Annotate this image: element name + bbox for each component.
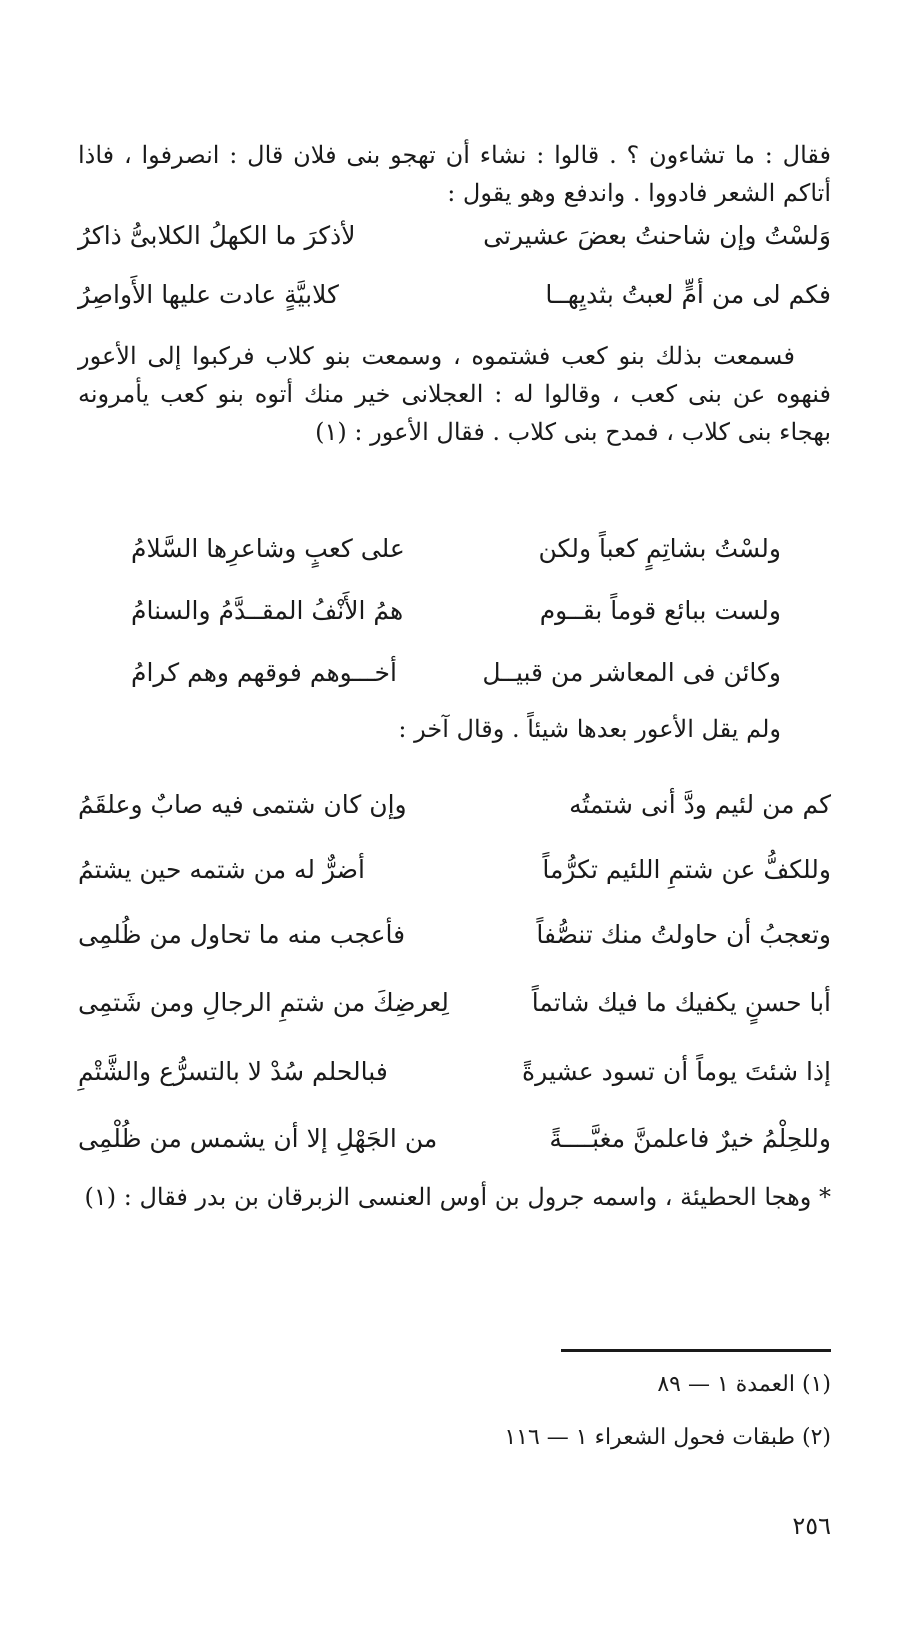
verse-second-hemistich: لِعرضِكَ من شتمِ الرجالِ ومن شَتمِى	[78, 987, 449, 1017]
verse-first-hemistich: وتعجبُ أن حاولتُ منك تنصُّفاً	[536, 919, 831, 949]
verse-second-hemistich: على كعبٍ وشاعرِها السَّلامُ	[131, 533, 405, 563]
verse-second-hemistich: همُ الأَنْفُ المقــدَّمُ والسنامُ	[131, 595, 404, 625]
verse-second-hemistich: فبالحلم سُدْ لا بالتسرُّع والشَّتْمِ	[78, 1056, 388, 1086]
verse-first-hemistich: وللكفُّ عن شتمِ اللئيم تكرُّماً	[542, 854, 831, 884]
verse-line	[78, 982, 831, 1022]
verse-second-hemistich: كلابيَّةٍ عادت عليها الأَواصِرُ	[78, 279, 339, 309]
prose-text: فسمعت بذلك بنو كعب فشتموه ، وسمعت بنو كلاب فركبوا إلى الأعور فنهوه عن بنى كعب ، وقالوا له : العجلانى خير منك أتوه بنو كعب يأمرونه بهجاء بنى كلاب ، فمدح بنى كلاب . فقال الأعور : (١)	[78, 342, 831, 446]
page-number: ٢٥٦	[792, 1512, 831, 1540]
verse-line	[78, 215, 831, 255]
verse-second-hemistich: من الجَهْلِ إلا أن يشمس من ظُلْمِى	[78, 1123, 438, 1153]
verse-line	[78, 784, 831, 824]
verse-line	[78, 274, 831, 314]
verse-first-hemistich: ولست ببائع قوماً بقــوم	[539, 595, 781, 625]
verse-first-hemistich: وللحِلْمُ خيرٌ فاعلمنَّ مغبَّــــةً	[549, 1123, 831, 1153]
prose-paragraph	[78, 1178, 831, 1216]
footnote: (٢) طبقات فحول الشعراء ١ — ١١٦	[504, 1425, 831, 1450]
verse-first-hemistich: وكائن فى المعاشر من قبيــل	[482, 657, 781, 687]
prose-text: فقال : ما تشاءون ؟ . قالوا : نشاء أن تهجو بنى فلان قال : انصرفوا ، فاذا أتاكم الشعر فادووا . واندفع وهو يقول :	[78, 141, 831, 207]
prose-text: ولم يقل الأعور بعدها شيئاً . وقال آخر :	[398, 715, 781, 743]
verse-second-hemistich: أخـــوهم فوقهم وهم كرامُ	[131, 657, 397, 687]
verse-line	[78, 849, 831, 889]
verse-line	[78, 1118, 831, 1158]
footnote: (١) العمدة ١ — ٨٩	[657, 1372, 831, 1397]
verse-first-hemistich: فكم لى من أمٍّ لعبتُ بثديِهــا	[545, 279, 831, 309]
prose-text: * وهجا الحطيئة ، واسمه جرول بن أوس العنسى الزبرقان بن بدر فقال : (١)	[84, 1183, 831, 1211]
verse-first-hemistich: ولسْتُ بشاتِمٍ كعباً ولكن	[538, 533, 781, 563]
prose-paragraph	[78, 136, 831, 212]
prose-paragraph	[131, 710, 781, 748]
verse-second-hemistich: لأذكرَ ما الكهلُ الكلابىُّ ذاكرُ	[78, 220, 356, 250]
verse-line	[131, 652, 781, 692]
verse-line	[78, 914, 831, 954]
verse-first-hemistich: أبا حسنٍ يكفيك ما فيك شاتماً	[531, 987, 831, 1017]
verse-second-hemistich: أضرٌّ له من شتمه حين يشتمُ	[78, 854, 365, 884]
verse-second-hemistich: وإن كان شتمى فيه صابٌ وعلقَمُ	[78, 789, 407, 819]
verse-first-hemistich: إذا شئتَ يوماً أن تسود عشيرةً	[522, 1056, 831, 1086]
verse-line	[131, 590, 781, 630]
verse-line	[131, 528, 781, 568]
verse-first-hemistich: كم من لئيم ودَّ أنى شتمتُه	[569, 789, 831, 819]
prose-paragraph	[78, 337, 831, 451]
verse-second-hemistich: فأعجب منه ما تحاول من ظُلمِى	[78, 919, 406, 949]
verse-first-hemistich: وَلسْتُ وإن شاحنتُ بعضَ عشيرتى	[483, 220, 831, 250]
footnote-divider	[561, 1349, 831, 1352]
verse-line	[78, 1051, 831, 1091]
